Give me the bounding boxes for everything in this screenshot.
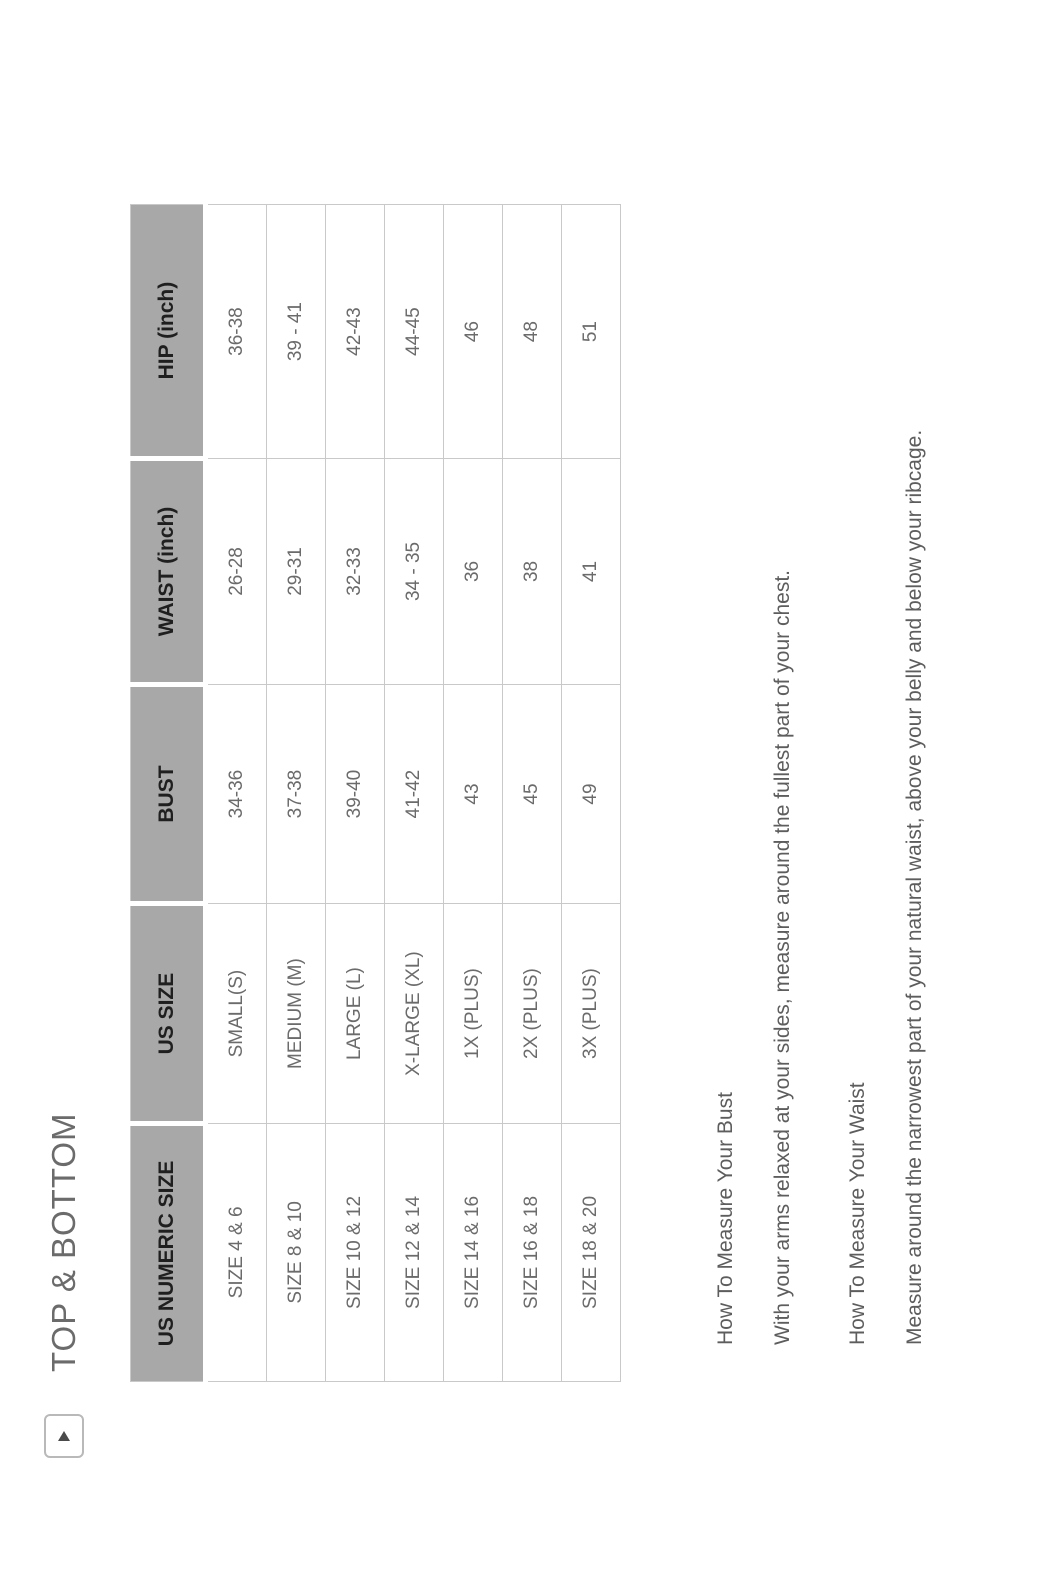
size-chart-table	[130, 204, 621, 1382]
column-header-us-size: US SIZE	[131, 904, 206, 1124]
column-header-waist: WAIST (inch)	[131, 459, 206, 685]
table-row	[562, 205, 621, 1382]
cell-numeric-size: SIZE 12 & 14	[385, 1123, 444, 1381]
column-header-us-numeric-size: US NUMERIC SIZE	[131, 1123, 206, 1381]
cell-waist: 34 - 35	[385, 459, 444, 685]
cell-us-size: SMALL(S)	[206, 904, 267, 1124]
cell-us-size: 2X (PLUS)	[503, 904, 562, 1124]
cell-numeric-size: SIZE 8 & 10	[267, 1123, 326, 1381]
cell-us-size: MEDIUM (M)	[267, 904, 326, 1124]
measure-bust-instructions: With your arms relaxed at your sides, measure around the fullest part of your chest.	[771, 569, 794, 1345]
column-header-hip: HIP (inch)	[131, 205, 206, 459]
column-header-bust: BUST	[131, 684, 206, 904]
header-row	[131, 205, 206, 1382]
cell-bust: 34-36	[206, 684, 267, 904]
cell-us-size: 1X (PLUS)	[444, 904, 503, 1124]
cell-numeric-size: SIZE 10 & 12	[326, 1123, 385, 1381]
cell-hip: 36-38	[206, 205, 267, 459]
cell-bust: 49	[562, 684, 621, 904]
cell-waist: 26-28	[206, 459, 267, 685]
cell-waist: 38	[503, 459, 562, 685]
cell-waist: 41	[562, 459, 621, 685]
measure-guide	[712, 65, 976, 1345]
cell-us-size: LARGE (L)	[326, 904, 385, 1124]
measure-bust-heading: How To Measure Your Bust	[714, 1092, 737, 1345]
table-row	[503, 205, 562, 1382]
table-row	[326, 205, 385, 1382]
cell-us-size: 3X (PLUS)	[562, 904, 621, 1124]
cell-numeric-size: SIZE 16 & 18	[503, 1123, 562, 1381]
cell-waist: 32-33	[326, 459, 385, 685]
cell-bust: 45	[503, 684, 562, 904]
section-collapse-button[interactable]	[44, 1414, 84, 1458]
table-row	[385, 205, 444, 1382]
cell-bust: 39-40	[326, 684, 385, 904]
cell-numeric-size: SIZE 4 & 6	[206, 1123, 267, 1381]
cell-hip: 51	[562, 205, 621, 459]
cell-waist: 29-31	[267, 459, 326, 685]
cell-numeric-size: SIZE 14 & 16	[444, 1123, 503, 1381]
cell-us-size: X-LARGE (XL)	[385, 904, 444, 1124]
cell-hip: 39 - 41	[267, 205, 326, 459]
cell-hip: 46	[444, 205, 503, 459]
measure-waist-heading: How To Measure Your Waist	[846, 1082, 869, 1345]
table-row	[444, 205, 503, 1382]
cell-hip: 48	[503, 205, 562, 459]
cell-bust: 43	[444, 684, 503, 904]
accordion-section-header	[44, 1112, 84, 1458]
cell-waist: 36	[444, 459, 503, 685]
section-title: TOP & BOTTOM	[45, 1112, 82, 1372]
triangle-right-icon	[58, 1431, 70, 1441]
cell-bust: 37-38	[267, 684, 326, 904]
table-row	[267, 205, 326, 1382]
cell-hip: 42-43	[326, 205, 385, 459]
cell-numeric-size: SIZE 18 & 20	[562, 1123, 621, 1381]
cell-bust: 41-42	[385, 684, 444, 904]
measure-waist-instructions: Measure around the narrowest part of your natural waist, above your belly and below your ribcage.	[903, 429, 926, 1345]
cell-hip: 44-45	[385, 205, 444, 459]
table-row	[206, 205, 267, 1382]
